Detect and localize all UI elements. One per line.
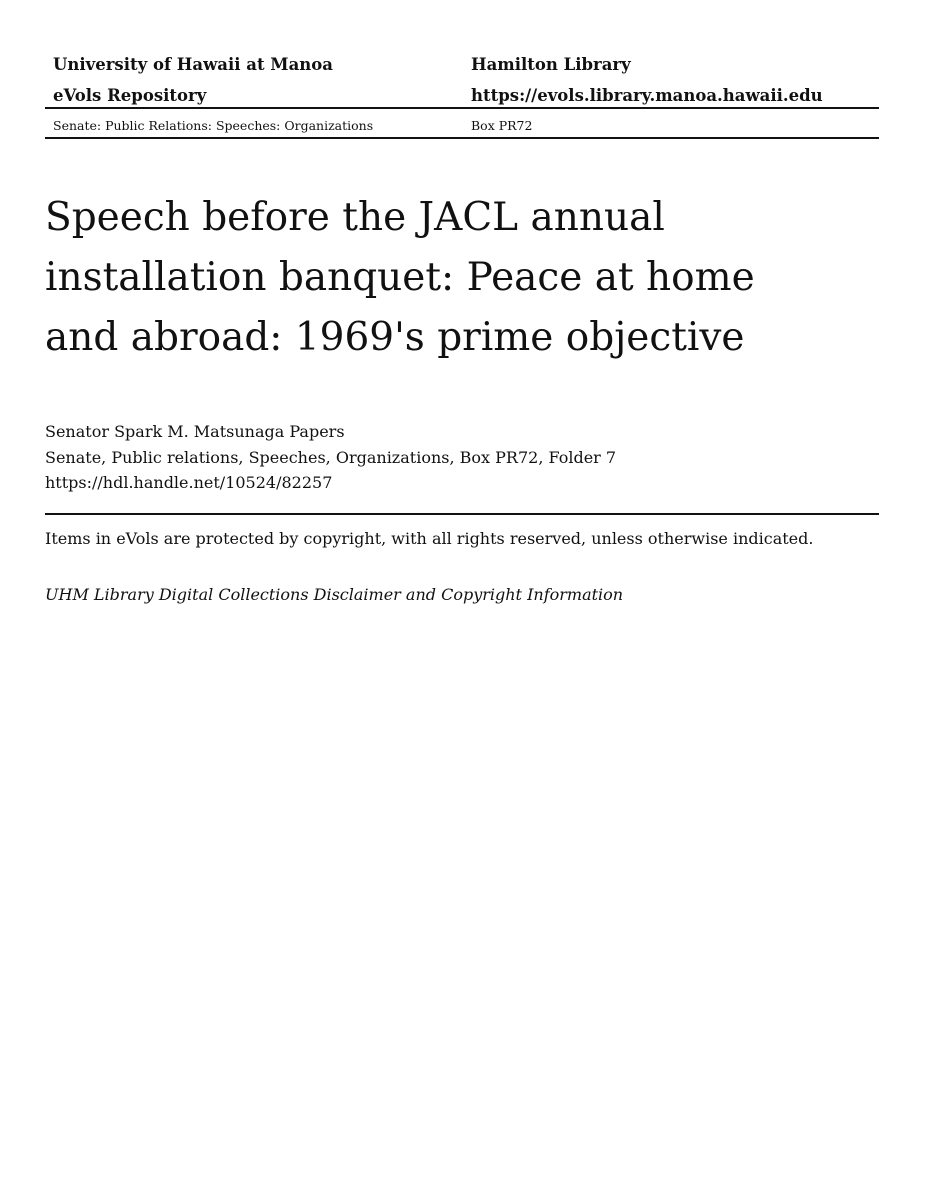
library-name: Hamilton Library bbox=[471, 55, 631, 74]
repository-name: eVols Repository bbox=[53, 86, 207, 105]
copyright-notice: Items in eVols are protected by copyright, with all rights reserved, unless otherwise indicated. bbox=[45, 529, 814, 548]
series-path: Senate: Public Relations: Speeches: Organizations bbox=[53, 118, 374, 133]
subheader-divider bbox=[45, 137, 879, 139]
box-label: Box PR72 bbox=[471, 118, 533, 133]
handle-link[interactable]: https://hdl.handle.net/10524/82257 bbox=[45, 473, 333, 492]
body-divider bbox=[45, 513, 879, 515]
folder-location: Senate, Public relations, Speeches, Organizations, Box PR72, Folder 7 bbox=[45, 448, 617, 467]
document-title: Speech before the JACL annual installation banquet: Peace at home and abroad: 1969's prime objective bbox=[45, 195, 755, 360]
disclaimer-link[interactable]: UHM Library Digital Collections Disclaimer and Copyright Information bbox=[45, 585, 624, 604]
header-divider bbox=[45, 107, 879, 109]
repository-url-link[interactable]: https://evols.library.manoa.hawaii.edu bbox=[471, 86, 823, 105]
collection-name: Senator Spark M. Matsunaga Papers bbox=[45, 422, 345, 441]
institution-name: University of Hawaii at Manoa bbox=[53, 55, 333, 74]
